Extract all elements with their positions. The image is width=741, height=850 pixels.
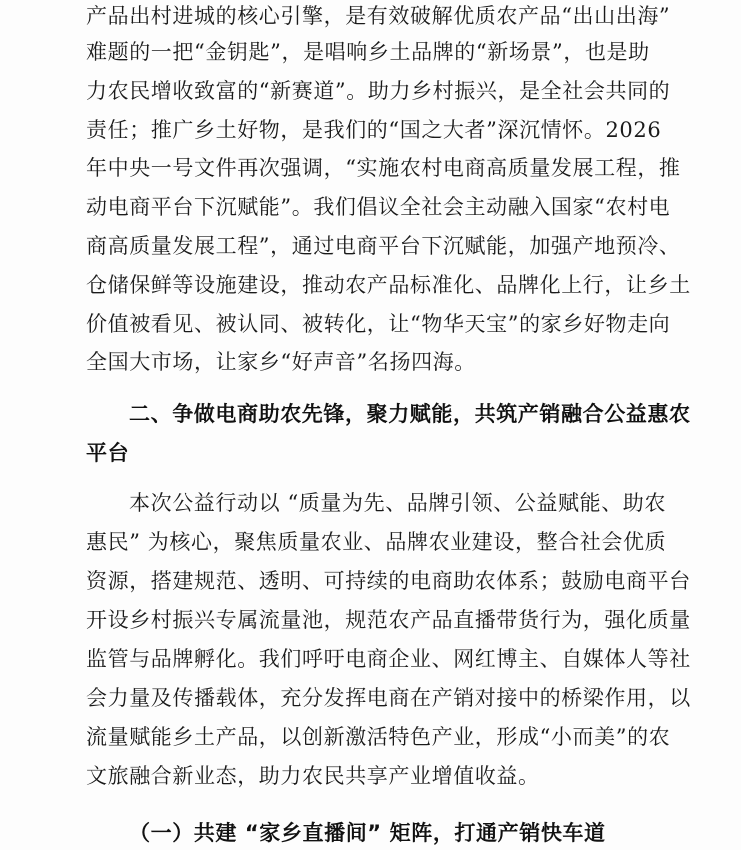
paragraph-line: 力农民增收致富的“新赛道”。助力乡村振兴，是全社会共同的 <box>86 79 671 103</box>
paragraph-line: 流量赋能乡土产品，以创新激活特色产业，形成“小而美”的农 <box>86 725 671 749</box>
paragraph-line: 文旅融合新业态，助力农民共享产业增值收益。 <box>86 764 540 788</box>
paragraph-line: 年中央一号文件再次强调，“实施农村电商高质量发展工程，推 <box>86 156 681 180</box>
paragraph-line: 难题的一把“金钥匙”，是唱响乡土品牌的“新场景”，也是助 <box>86 40 650 64</box>
paragraph-line: 商高质量发展工程”，通过电商平台下沉赋能，加强产地预冷、 <box>86 234 681 258</box>
paragraph-line: 价值被看见、被认同、被转化，让“物华天宝”的家乡好物走向 <box>86 312 671 336</box>
paragraph-line: 会力量及传播载体，充分发挥电商在产销对接中的桥梁作用，以 <box>86 686 691 710</box>
section-heading: 二、争做电商助农先锋，聚力赋能，共筑产销融合公益惠农 <box>129 402 691 426</box>
section-heading: 平台 <box>86 441 130 465</box>
paragraph-line: 动电商平台下沉赋能”。我们倡议全社会主动融入国家“农村电 <box>86 195 671 219</box>
paragraph-line: 产品出村进城的核心引擎，是有效破解优质农产品“出山出海” <box>86 4 671 28</box>
paragraph-line: 责任；推广乡土好物，是我们的“国之大者”深沉情怀。2026 <box>86 118 662 142</box>
paragraph-line: 惠民” 为核心，聚焦质量农业、品牌农业建设，整合社会优质 <box>86 530 667 554</box>
paragraph-line: 资源，搭建规范、透明、可持续的电商助农体系；鼓励电商平台 <box>86 569 691 593</box>
paragraph-line: 监管与品牌孵化。我们呼吁电商企业、网红博主、自媒体人等社 <box>86 647 691 671</box>
paragraph-line: 全国大市场，让家乡“好声音”名扬四海。 <box>86 350 476 374</box>
subsection-heading: （一）共建 “家乡直播间” 矩阵，打通产销快车道 <box>129 821 606 845</box>
paragraph-line: 仓储保鲜等设施建设，推动农产品标准化、品牌化上行，让乡土 <box>86 273 691 297</box>
paragraph-line: 开设乡村振兴专属流量池，规范农产品直播带货行为，强化质量 <box>86 608 691 632</box>
paragraph-line: 本次公益行动以 “质量为先、品牌引领、公益赋能、助农 <box>129 491 667 515</box>
